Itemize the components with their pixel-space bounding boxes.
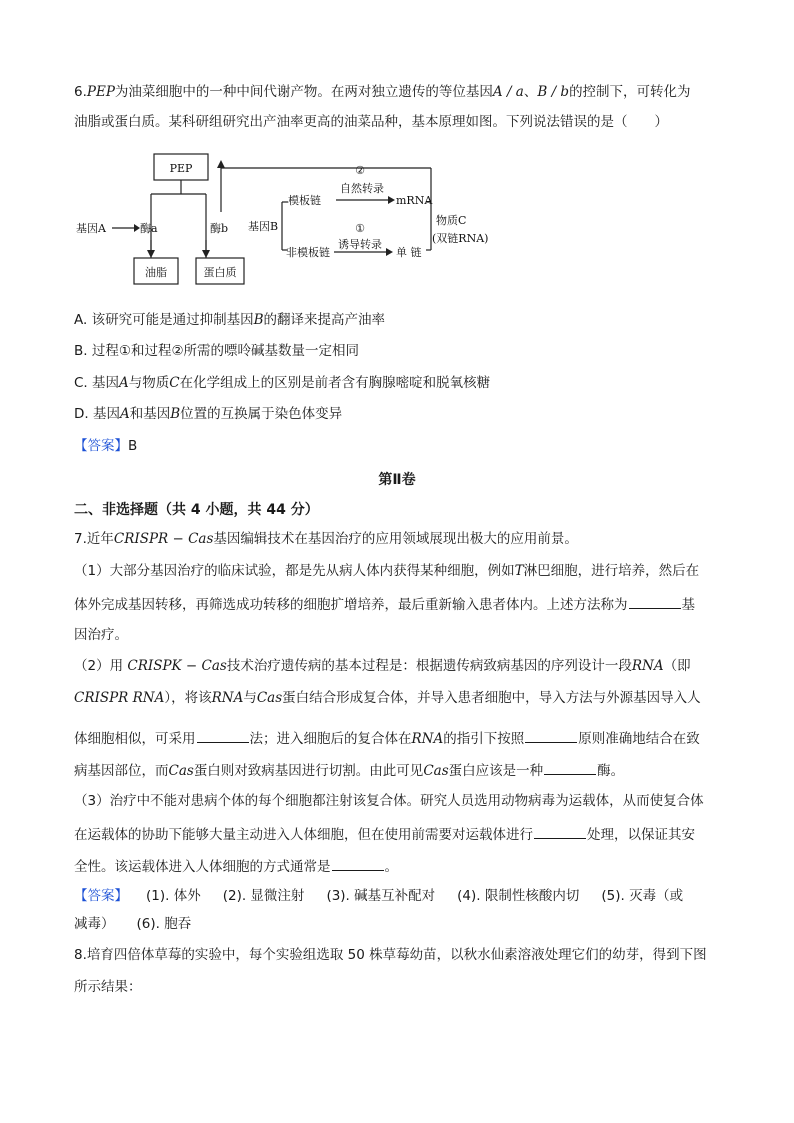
volume-2-title: 第Ⅱ卷 <box>378 472 416 488</box>
q7-p2-line2: CRISPR RNA），将该RNA与Cas蛋白结合形成复合体，并导入患者细胞中，导入方法与外源基因导入人 <box>74 690 701 706</box>
q6-diagram <box>76 148 516 290</box>
substance-c-label: 物质C <box>436 214 467 227</box>
q6-stem-line2: 油脂或蛋白质。某科研组研究出产油率更高的油菜品种，基本原理如图。下列说法错误的是（ ） <box>74 114 668 130</box>
gene-b-label: 基因B <box>248 220 279 233</box>
section-2-title: 二、非选择题（共 4 小题，共 44 分） <box>74 502 319 518</box>
nontemplate-strand-label: 非模板链 <box>286 246 330 259</box>
q8-stem-line2: 所示结果： <box>74 979 142 995</box>
q6-option-c: C. 基因A与物质C在化学组成上的区别是前者含有胸腺嘧啶和脱氧核糖 <box>74 375 491 391</box>
q7-p1-line3: 因治疗。 <box>74 627 128 643</box>
blank-3 <box>525 728 577 743</box>
q7-answer-line1: 【答案】 (1). 体外 (2). 显微注射 (3). 碱基互补配对 (4). 限制性核酸内切 (5). 灭毒（或 <box>74 888 684 904</box>
q7-intro: 7.近年CRISPR − Cas基因编辑技术在基因治疗的应用领域展现出极大的应用前景。 <box>74 531 578 547</box>
q7-p2-line1: （2）用 CRISPK − Cas技术治疗遗传病的基本过程是：根据遗传病致病基因的序列设计一段RNA（即 <box>74 658 691 674</box>
q7-answer-line2: 减毒） (6). 胞吞 <box>74 916 192 932</box>
blank-2 <box>197 728 249 743</box>
gene-a-label: 基因A <box>76 222 106 235</box>
q6-answer: 【答案】B <box>74 438 138 454</box>
natural-transcription-label: 自然转录 <box>340 182 384 195</box>
blank-6 <box>332 856 384 871</box>
protein-label: 蛋白质 <box>203 266 237 279</box>
induced-transcription-label: 诱导转录 <box>338 238 382 251</box>
blank-4 <box>544 760 596 775</box>
enzyme-a-label: 酶a <box>140 222 158 235</box>
single-strand-label: 单 链 <box>396 246 422 259</box>
q7-p1-line1: （1）大部分基因治疗的临床试验，都是先从病人体内获得某种细胞，例如T淋巴细胞，进行培养，然后在 <box>74 563 700 579</box>
q7-p3-line1: （3）治疗中不能对患病个体的每个细胞都注射该复合体。研究人员选用动物病毒为运载体，从而使复合体 <box>74 793 704 809</box>
q6-option-b: B. 过程①和过程②所需的嘌呤碱基数量一定相同 <box>74 343 360 359</box>
q6-stem-line1: 6.PEP为油菜细胞中的一种中间代谢产物。在两对独立遗传的等位基因A / a、B / b的控制下，可转化为 <box>74 84 691 100</box>
pep-label: PEP <box>169 162 193 175</box>
q7-p3-line2: 在运载体的协助下能够大量主动进入人体细胞，但在使用前需要对运载体进行 处理，以保证其安 <box>74 824 724 844</box>
process1-label: ① <box>355 222 365 235</box>
mrna-label: mRNA <box>396 194 433 207</box>
process2-label: ② <box>355 164 365 177</box>
q7-p2-line3: 体细胞相似，可采用 法；进入细胞后的复合体在RNA的指引下按照 原则准确地结合在致 <box>74 728 724 748</box>
q7-p2-line4: 病基因部位，而Cas蛋白则对致病基因进行切割。由此可见Cas蛋白应该是一种 酶。 <box>74 760 724 780</box>
q6-option-a: A. 该研究可能是通过抑制基因B的翻译来提高产油率 <box>74 312 386 328</box>
enzyme-b-label: 酶b <box>210 222 229 235</box>
oil-label: 油脂 <box>145 266 167 279</box>
double-rna-label: (双链RNA) <box>432 232 489 245</box>
q6-option-d: D. 基因A和基因B位置的互换属于染色体变异 <box>74 406 343 422</box>
q7-p3-line3: 全性。该运载体进入人体细胞的方式通常是 。 <box>74 856 724 876</box>
blank-1 <box>629 594 681 609</box>
template-strand-label: 模板链 <box>288 194 321 207</box>
q7-p1-line2: 体外完成基因转移，再筛选成功转移的细胞扩增培养，最后重新输入患者体内。上述方法称为 基 <box>74 594 724 614</box>
q8-stem-line1: 8.培育四倍体草莓的实验中，每个实验组选取 50 株草莓幼苗，以秋水仙素溶液处理它们的幼芽，得到下图 <box>74 947 707 963</box>
blank-5 <box>534 824 586 839</box>
